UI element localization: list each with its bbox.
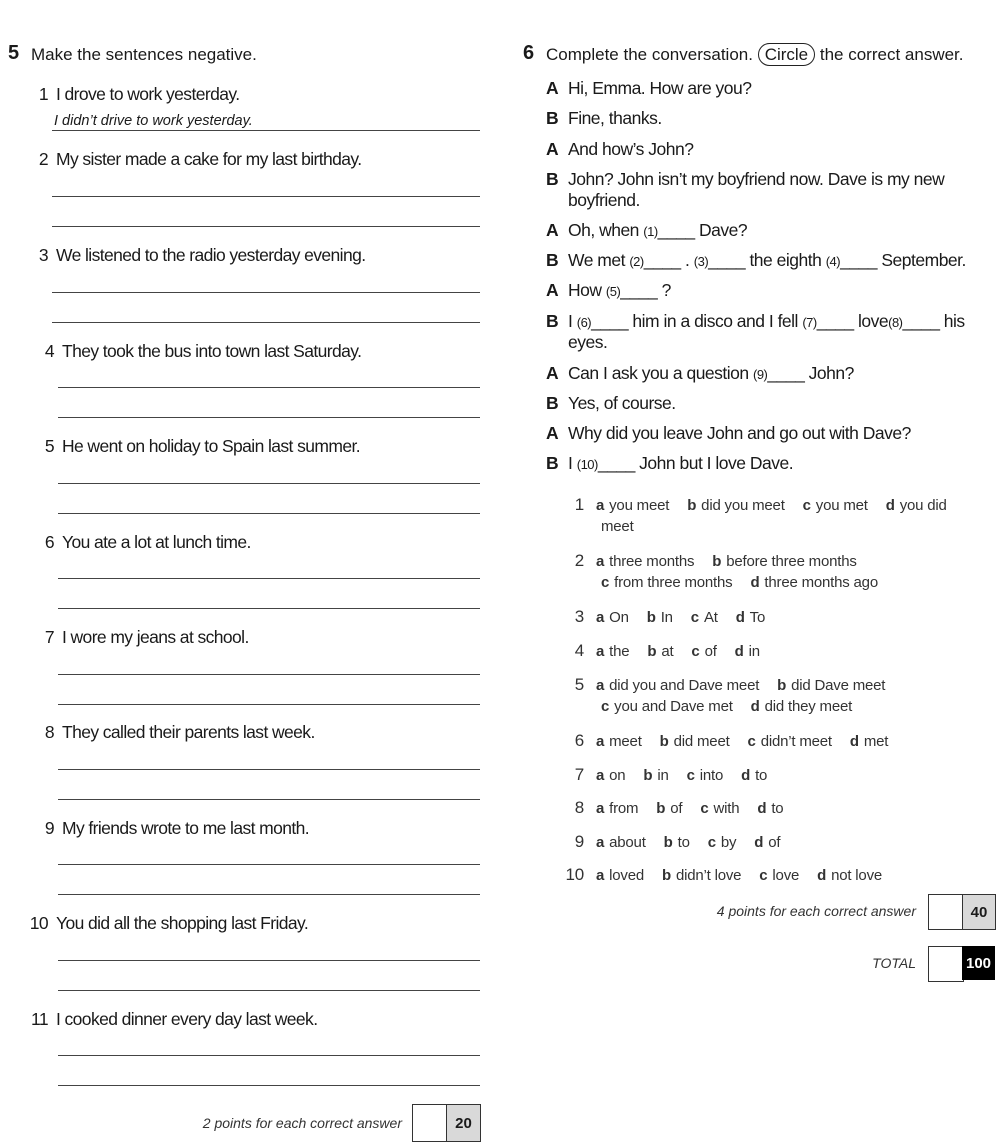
option-1c[interactable]: you met bbox=[815, 497, 868, 514]
sentence-10: 10 You did all the shopping last Friday. bbox=[29, 913, 309, 933]
option-7b[interactable]: in bbox=[657, 767, 669, 784]
option-2d[interactable]: three months ago bbox=[764, 574, 878, 591]
sentence-1: 1 I drove to work yesterday. bbox=[38, 84, 240, 104]
option-row-5-cont: c you and Dave met d did they meet bbox=[601, 698, 853, 715]
option-2a[interactable]: three months bbox=[609, 553, 695, 570]
option-row-9: 9 a about b to c by d of bbox=[574, 832, 781, 851]
total-max-score: 100 bbox=[962, 946, 995, 980]
answer-line[interactable] bbox=[58, 608, 480, 609]
conv-line-1: A Hi, Emma. How are you? bbox=[546, 78, 752, 98]
option-5d[interactable]: did they meet bbox=[764, 698, 853, 715]
option-row-8: 8 a from b of c with d to bbox=[574, 798, 784, 817]
option-row-1: 1 a you meet b did you meet c you met d you did bbox=[574, 495, 947, 514]
option-6d[interactable]: met bbox=[863, 733, 889, 750]
total-label: TOTAL bbox=[872, 955, 916, 971]
answer-line[interactable] bbox=[58, 769, 480, 770]
option-6b[interactable]: did meet bbox=[673, 733, 730, 750]
answer-line[interactable] bbox=[58, 1055, 480, 1056]
answer-line[interactable] bbox=[58, 704, 480, 705]
option-8a[interactable]: from bbox=[609, 800, 639, 817]
option-5b[interactable]: did Dave meet bbox=[791, 677, 886, 694]
answer-line[interactable] bbox=[58, 578, 480, 579]
answer-line[interactable] bbox=[58, 387, 480, 388]
conv-line-11: A Why did you leave John and go out with Dave? bbox=[546, 423, 911, 443]
section-6-title: Complete the conversation. Circle the correct answer. bbox=[546, 45, 964, 64]
sentence-5: 5 He went on holiday to Spain last summer. bbox=[44, 436, 360, 456]
option-9c[interactable]: by bbox=[720, 834, 737, 851]
answer-line[interactable] bbox=[58, 483, 480, 484]
option-4a[interactable]: the bbox=[609, 643, 630, 660]
conv-line-8-cont: eyes. bbox=[568, 332, 608, 352]
option-5a[interactable]: did you and Dave meet bbox=[609, 677, 760, 694]
conv-line-7: A How (5)____ ? bbox=[546, 280, 671, 300]
option-row-5: 5 a did you and Dave meet b did Dave meet bbox=[574, 675, 886, 694]
option-3a[interactable]: On bbox=[609, 609, 629, 626]
option-9a[interactable]: about bbox=[609, 834, 646, 851]
answer-line[interactable] bbox=[52, 130, 480, 131]
sentence-9: 9 My friends wrote to me last month. bbox=[44, 818, 310, 838]
option-2c[interactable]: from three months bbox=[614, 574, 733, 591]
option-3d[interactable]: To bbox=[749, 609, 766, 626]
option-row-2-cont: c from three months d three months ago bbox=[601, 574, 878, 591]
answer-line[interactable] bbox=[52, 322, 480, 323]
option-1a[interactable]: you meet bbox=[609, 497, 670, 514]
option-row-3: 3 a On b In c At d To bbox=[574, 607, 766, 626]
option-10c[interactable]: love bbox=[772, 867, 800, 884]
sentence-3: 3 We listened to the radio yesterday evening. bbox=[38, 245, 366, 265]
sentence-8: 8 They called their parents last week. bbox=[44, 722, 315, 742]
option-10a[interactable]: loved bbox=[609, 867, 644, 884]
answer-line[interactable] bbox=[58, 674, 480, 675]
answer-line[interactable] bbox=[58, 960, 480, 961]
answer-line[interactable] bbox=[58, 990, 480, 991]
conv-line-6: B We met (2)____ . (3)____ the eighth (4)____ September. bbox=[546, 250, 966, 270]
conv-line-8: B I (6)____ him in a disco and I fell (7)____ love(8)____ his bbox=[546, 311, 965, 331]
section-6-number: 6 bbox=[523, 42, 535, 64]
option-row-6: 6 a meet b did meet c didn’t meet d met bbox=[574, 731, 889, 750]
example-answer: I didn’t drive to work yesterday. bbox=[54, 113, 253, 129]
option-8c[interactable]: with bbox=[713, 800, 740, 817]
option-4c[interactable]: of bbox=[704, 643, 717, 660]
option-row-2: 2 a three months b before three months bbox=[574, 551, 857, 570]
option-row-10: 10 a loved b didn’t love c love d not love bbox=[565, 865, 883, 884]
option-4b[interactable]: at bbox=[661, 643, 674, 660]
answer-line[interactable] bbox=[52, 196, 480, 197]
option-5c[interactable]: you and Dave met bbox=[614, 698, 733, 715]
answer-line[interactable] bbox=[58, 894, 480, 895]
answer-line[interactable] bbox=[58, 799, 480, 800]
conv-line-3: A And how’s John? bbox=[546, 139, 694, 159]
section-5-number: 5 bbox=[8, 42, 20, 64]
option-4d[interactable]: in bbox=[748, 643, 760, 660]
option-6c[interactable]: didn’t meet bbox=[760, 733, 832, 750]
option-10b[interactable]: didn’t love bbox=[675, 867, 742, 884]
option-8d[interactable]: to bbox=[771, 800, 784, 817]
conv-line-9: A Can I ask you a question (9)____ John? bbox=[546, 363, 854, 383]
option-9b[interactable]: to bbox=[677, 834, 690, 851]
answer-line[interactable] bbox=[52, 226, 480, 227]
section-5-max-score: 20 bbox=[446, 1104, 481, 1142]
conv-line-12: B I (10)____ John but I love Dave. bbox=[546, 453, 794, 473]
conv-line-4: B John? John isn’t my boyfriend now. Dave is my new bbox=[546, 169, 945, 189]
score-input-box[interactable] bbox=[928, 894, 964, 930]
option-10d[interactable]: not love bbox=[831, 867, 883, 884]
circled-word: Circle bbox=[758, 43, 815, 66]
sentence-11: 11 I cooked dinner every day last week. bbox=[31, 1009, 318, 1029]
option-1d[interactable]: you did bbox=[899, 497, 947, 514]
option-6a[interactable]: meet bbox=[609, 733, 642, 750]
sentence-6: 6 You ate a lot at lunch time. bbox=[44, 532, 251, 552]
conv-line-5: A Oh, when (1)____ Dave? bbox=[546, 220, 748, 240]
option-1b[interactable]: did you meet bbox=[701, 497, 785, 514]
section-6-max-score: 40 bbox=[962, 894, 996, 930]
option-row-7: 7 a on b in c into d to bbox=[574, 765, 768, 784]
total-input-box[interactable] bbox=[928, 946, 964, 982]
option-7d[interactable]: to bbox=[755, 767, 768, 784]
answer-line[interactable] bbox=[58, 513, 480, 514]
option-7c[interactable]: into bbox=[699, 767, 724, 784]
section-6-points-text: 4 points for each correct answer bbox=[716, 903, 916, 919]
conv-line-4-cont: boyfriend. bbox=[568, 190, 640, 210]
option-7a[interactable]: on bbox=[609, 767, 626, 784]
option-9d[interactable]: of bbox=[768, 834, 781, 851]
answer-line[interactable] bbox=[58, 417, 480, 418]
option-3c[interactable]: At bbox=[703, 609, 718, 626]
section-5-points-text: 2 points for each correct answer bbox=[202, 1115, 402, 1131]
option-row-4: 4 a the b at c of d in bbox=[574, 641, 760, 660]
conv-line-10: B Yes, of course. bbox=[546, 393, 676, 413]
conv-line-2: B Fine, thanks. bbox=[546, 108, 662, 128]
option-2b[interactable]: before three months bbox=[726, 553, 857, 570]
answer-line[interactable] bbox=[58, 864, 480, 865]
option-8b[interactable]: of bbox=[670, 800, 683, 817]
option-3b[interactable]: In bbox=[660, 609, 673, 626]
section-5-title: Make the sentences negative. bbox=[31, 45, 257, 64]
answer-line[interactable] bbox=[58, 1085, 480, 1086]
option-1d-cont[interactable]: meet bbox=[601, 518, 634, 535]
score-input-box[interactable] bbox=[412, 1104, 448, 1142]
sentence-2: 2 My sister made a cake for my last birthday. bbox=[38, 149, 362, 169]
sentence-7: 7 I wore my jeans at school. bbox=[44, 627, 249, 647]
answer-line[interactable] bbox=[52, 292, 480, 293]
sentence-4: 4 They took the bus into town last Saturday. bbox=[44, 341, 362, 361]
